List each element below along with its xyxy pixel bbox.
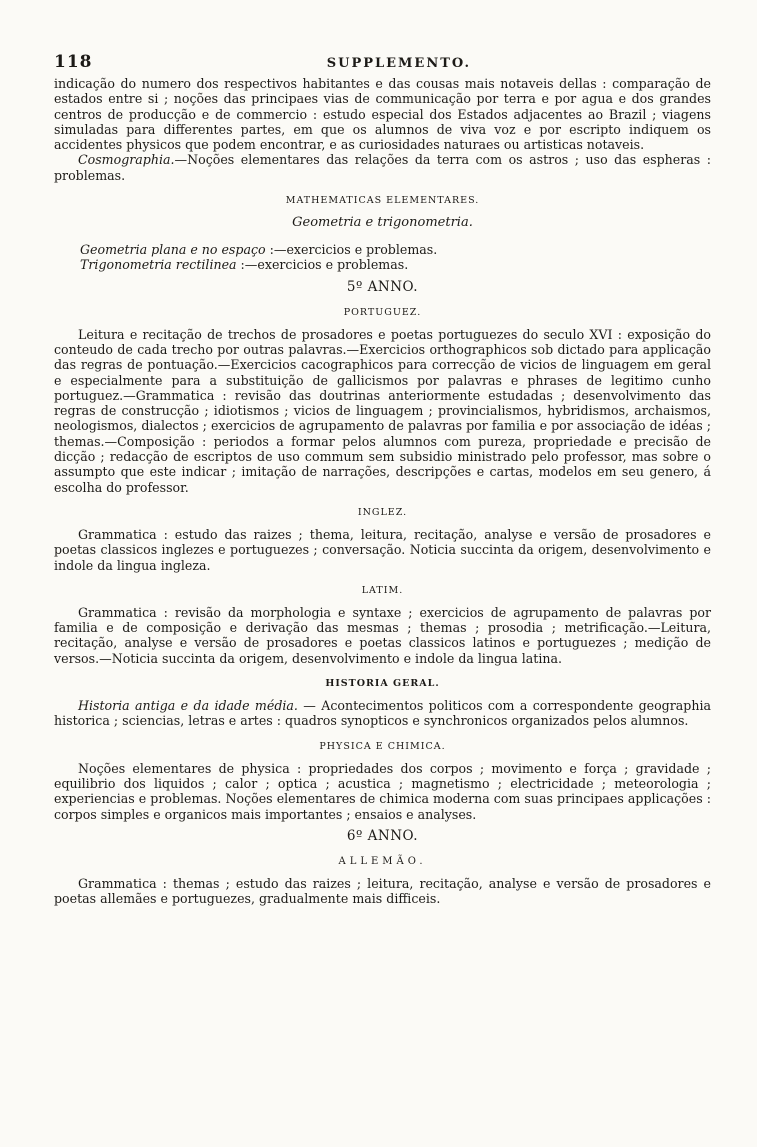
year-6-heading: 6º ANNO. [346, 827, 419, 844]
portuguez-heading: PORTUGUEZ. [343, 306, 422, 318]
geometria-item [54, 242, 711, 257]
portuguez-paragraph: Leitura e recitação de trechos de prosadores e poetas portuguezes do seculo XVI : exposição do conteudo de cada trecho por outras palavras.—Exercicios orthographicos sob dictado para applicação das regras de pontuação.—Exercicios cacographicos para correcção de vicios de linguagem em geral e especialmente para a substituição de gallicismos por palavras e phrases de legitimo cunho portuguez.—Grammatica : revisão das doutrinas anteriormente estudadas ; desenvolvimento das regras de construcção ; idiotismos ; vicios de linguagem ; provincialismos, hybridismos, archaismos, neologismos, dialectos ; exercicios de agrupamento de palavras por familia e por associação de idéas ; themas.—Composição : periodos a formar pelos alumnos com pureza, propriedade e precisão de dicção ; redacção de escriptos de uso commum sem subsidio ministrado pelo professor, mas sobre o assumpto que este indicar ; imitação de narrações, descripções e cartas, modelos em seu genero, á escolha do professor. [54, 326, 711, 495]
allemao-paragraph: Grammatica : themas ; estudo das raizes ; leitura, recitação, analyse e versão de prosadores e poetas allemães e portuguezes, gradualmente mais difficeis. [54, 875, 711, 907]
math-heading: MATHEMATICAS ELEMENTARES. [285, 195, 480, 207]
physica-paragraph: Noções elementares de physica : propriedades dos corpos ; movimento e força ; gravidade ; equilibrio dos liquidos ; calor ; optica ; acustica ; magnetismo ; electricidade ; meteorologia ; experiencias e problemas. Noções elementares de chimica moderna com suas principaes applicações : corpos simples e organicos mais importantes ; ensaios e analyses. [54, 760, 711, 822]
page-number: 118 [54, 52, 93, 72]
physica-heading: PHYSICA E CHIMICA. [319, 740, 446, 752]
latim-heading: LATIM. [361, 584, 404, 596]
latim-paragraph: Grammatica : revisão da morphologia e syntaxe ; exercicios de agrupamento de palavras por familia e de composição e derivação das mesmas ; themas ; prosodia ; metrificação.—Leitura, recitação, analyse e versão de prosadores e poetas classicos latinos e portuguezes ; medição de versos.—Noticia succinta da origem, desenvolvimento e indole da lingua latina. [54, 604, 711, 666]
historia-term: Historia antiga e da idade média. [78, 698, 298, 714]
running-head [54, 52, 711, 72]
cosmographia-term: Cosmographia. [78, 152, 175, 168]
year-5-heading: 5º ANNO. [346, 278, 419, 295]
trigonometria-term: Trigonometria rectilinea [80, 257, 237, 273]
running-title: SUPPLEMENTO. [326, 56, 471, 71]
geometria-text: :—exercicios e problemas. [265, 242, 438, 258]
trigonometria-item [54, 257, 711, 272]
allemao-heading: ALLEMÃO. [338, 855, 427, 867]
geography-continuation-paragraph: indicação do numero dos respectivos habitantes e das cousas mais notaveis dellas : comparação de estados entre si ; noções das principaes vias de communicação por terra e por agua e dos grandes centros de producção e de commercio : estudo especial dos Estados adjacentes ao Brazil ; viagens simuladas para differentes partes, em que os alumnos de viva voz e por escripto indiquem os accidentes physicos que podem encontrar, e as curiosidades naturaes ou artisticas notaveis. [54, 76, 711, 153]
cosmographia-text: —Noções elementares das relações da terra com os astros ; uso das espheras : problemas. [54, 152, 711, 183]
historia-text: — Acontecimentos politicos com a correspondente geographia historica ; sciencias, letras e artes : quadros synopticos e synchronicos organizados pelos alumnos. [54, 698, 711, 729]
historia-heading: HISTORIA GERAL. [325, 678, 440, 690]
inglez-heading: INGLEZ. [357, 506, 408, 518]
math-subheading: Geometria e trigonometria. [292, 215, 473, 231]
trigonometria-text: :—exercicios e problemas. [236, 257, 409, 273]
cosmographia-paragraph [54, 152, 711, 183]
inglez-paragraph: Grammatica : estudo das raizes ; thema, leitura, recitação, analyse e versão de prosadores e poetas classicos inglezes e portuguezes ; conversação. Noticia succinta da origem, desenvolvimento e indole da lingua ingleza. [54, 526, 711, 573]
historia-paragraph [54, 698, 711, 729]
geometria-term: Geometria plana e no espaço [80, 242, 266, 258]
